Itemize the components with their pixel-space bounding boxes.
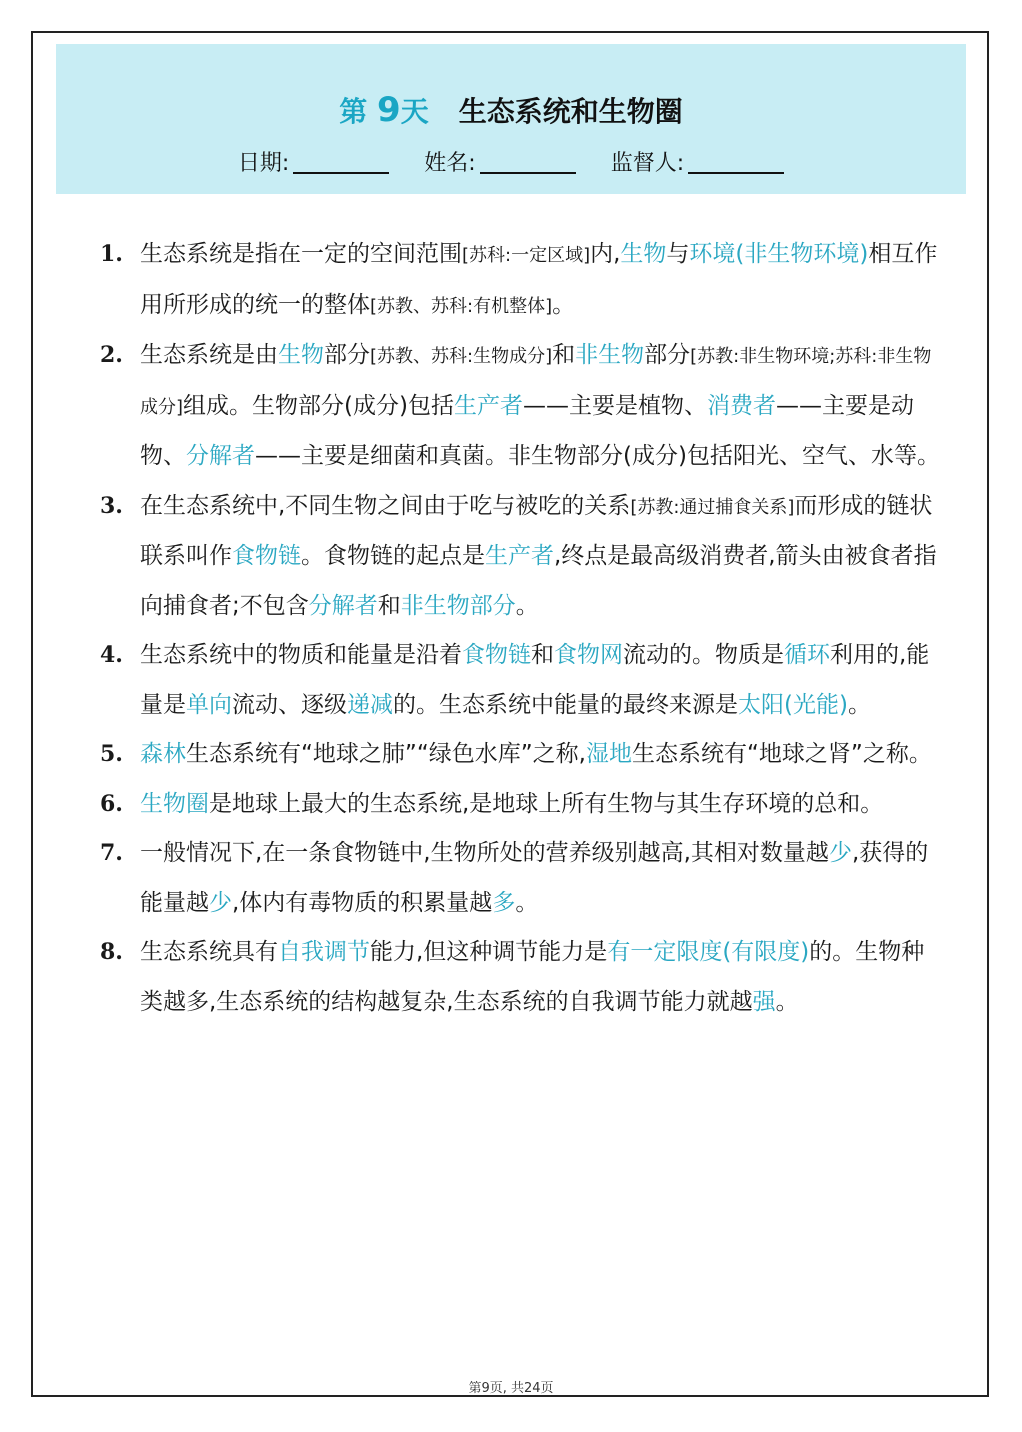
item-text: 。 (515, 592, 539, 619)
answer-highlight: 循环 (784, 642, 830, 668)
answer-highlight: 自我调节 (278, 939, 370, 965)
answer-highlight: 强 (752, 988, 776, 1015)
item-text: 生态系统有“地球之肾”之称。 (631, 741, 932, 767)
answer-highlight: 森林 (140, 741, 186, 767)
answer-highlight: 消费者 (706, 392, 776, 419)
item-text: 。 (515, 889, 539, 916)
item-text: 。食物链的起点是 (301, 543, 485, 569)
item-text: 流动的。物质是 (623, 642, 784, 668)
item-text: 的。生态系统中能量的最终来源是 (393, 691, 738, 718)
item-text: 一般情况下,在一条食物链中,生物所处的营养级别越高,其相对数量越 (140, 840, 829, 866)
name-blank (480, 152, 576, 174)
list-item (100, 730, 940, 780)
answer-highlight: 非生物部分 (400, 592, 516, 619)
item-text: 生态系统是由 (140, 342, 278, 368)
answer-highlight: 递减 (347, 691, 393, 718)
page-footer: 第9页, 共24页 (468, 1381, 554, 1396)
list-item (100, 482, 940, 632)
textbook-note: [苏科:一定区域] (462, 245, 591, 266)
item-text: 。 (552, 291, 576, 318)
item-number: 2. (100, 342, 123, 368)
item-text: 。 (847, 691, 871, 718)
item-text: ,获得的能量越 (140, 840, 929, 916)
item-text: ——主要是植物、 (522, 392, 707, 419)
textbook-note: [苏教、苏科:有机整体] (370, 295, 553, 317)
answer-highlight: 生物 (278, 342, 324, 368)
item-text: 利用的,能量是 (140, 642, 930, 718)
answer-highlight: 太阳(光能) (738, 691, 848, 718)
item-text: 与 (666, 241, 690, 267)
item-text: 和 (552, 342, 576, 368)
item-text: 在生态系统中,不同生物之间由于吃与被吃的关系 (140, 492, 631, 519)
item-text: 内, (590, 241, 621, 267)
list-item (100, 631, 940, 730)
list-item (100, 780, 940, 830)
info-fields (56, 146, 966, 177)
item-text: 相互作用所形成的统一的整体 (140, 241, 938, 318)
item-text: 生态系统有“地球之肺”“绿色水库”之称, (186, 741, 586, 767)
item-text: ——主要是动物、 (140, 392, 914, 469)
item-text: 生态系统是指在一定的空间范围 (140, 241, 462, 267)
textbook-note: [苏教、苏科:生物成分] (370, 346, 553, 367)
answer-highlight: 食物链 (232, 543, 301, 569)
item-text: 部分 (324, 342, 370, 368)
answer-highlight: 少 (828, 840, 852, 866)
knowledge-list (100, 230, 940, 1027)
name-field: 姓名: (424, 146, 575, 177)
item-text: ,体内有毒物质的积累量越 (232, 889, 493, 916)
item-number: 4. (100, 642, 123, 668)
item-text: 的。生物种类越多,生态系统的结构越复杂,生态系统的自我调节能力就越 (140, 939, 925, 1015)
answer-highlight: 生物圈 (140, 790, 209, 817)
item-text: 流动、逐级 (232, 691, 347, 718)
answer-highlight: 食物链 (462, 642, 531, 668)
item-number: 3. (100, 492, 123, 519)
item-text: 而形成的链状联系叫作 (140, 492, 933, 569)
supervisor-blank (688, 152, 784, 174)
day-label: 第 9天 (339, 90, 429, 130)
answer-highlight: 湿地 (585, 741, 632, 767)
list-item (100, 331, 940, 482)
supervisor-field: 监督人: (611, 146, 784, 177)
item-number: 5. (100, 741, 123, 767)
answer-highlight: 多 (492, 889, 516, 916)
item-text: 是地球上最大的生态系统,是地球上所有生物与其生存环境的总和。 (209, 790, 884, 817)
item-number: 8. (100, 939, 123, 965)
topic-title: 生态系统和生物圈 (458, 95, 683, 128)
answer-highlight: 分解者 (308, 592, 378, 619)
item-text: 和 (531, 642, 554, 668)
answer-highlight: 环境(非生物环境) (689, 241, 869, 267)
item-text: 部分 (644, 342, 691, 368)
item-text: 和 (377, 592, 401, 619)
date-blank (293, 152, 389, 174)
answer-highlight: 分解者 (186, 443, 255, 469)
item-text: ——主要是细菌和真菌。非生物部分(成分)包括阳光、空气、水等。 (255, 443, 940, 469)
item-text: 能力,但这种调节能力是 (370, 939, 608, 965)
answer-highlight: 非生物 (575, 342, 645, 368)
date-field: 日期: (238, 146, 389, 177)
page-title (56, 90, 966, 130)
item-text: 组成。生物部分(成分)包括 (183, 392, 454, 419)
answer-highlight: 生物 (620, 241, 667, 267)
item-text: 生态系统中的物质和能量是沿着 (140, 642, 462, 668)
list-item (100, 230, 940, 331)
item-text: 。 (775, 988, 799, 1015)
answer-highlight: 生产者 (453, 392, 523, 419)
answer-highlight: 少 (209, 889, 232, 916)
item-text: 生态系统具有 (140, 939, 278, 965)
item-text: ,终点是最高级消费者,箭头由被食者指向捕食者;不包含 (140, 543, 937, 619)
answer-highlight: 生产者 (485, 543, 554, 569)
textbook-note: [苏教:非生物环境;苏科:非生物成分] (140, 346, 932, 418)
list-item (100, 928, 940, 1027)
answer-highlight: 单向 (186, 691, 232, 718)
item-number: 7. (100, 840, 123, 866)
header-banner (56, 44, 966, 194)
textbook-note: [苏教:通过捕食关系] (630, 496, 795, 518)
item-number: 1. (100, 241, 123, 267)
list-item (100, 829, 940, 928)
answer-highlight: 有一定限度(有限度) (607, 939, 810, 965)
item-number: 6. (100, 790, 123, 817)
answer-highlight: 食物网 (554, 642, 623, 668)
